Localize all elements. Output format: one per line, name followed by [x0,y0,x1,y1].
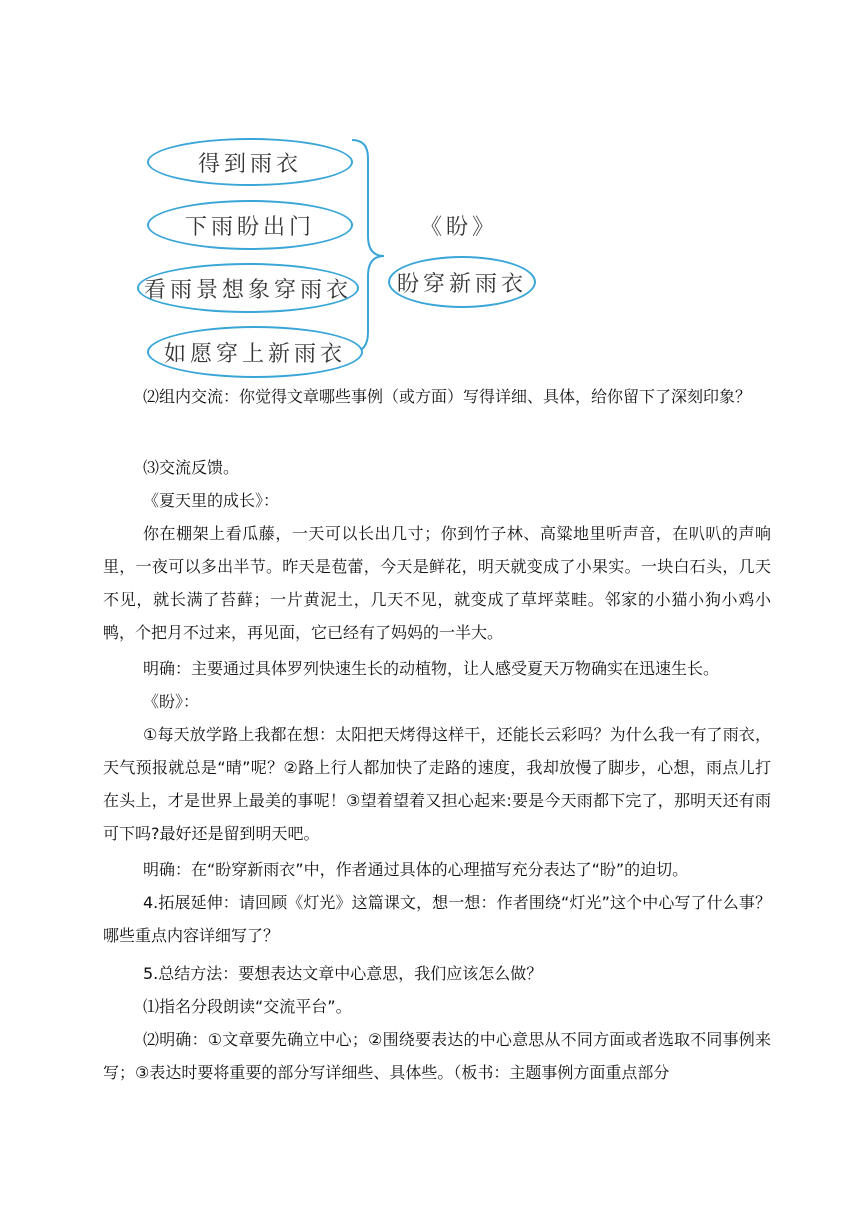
mind-map-diagram [0,0,860,380]
paragraph-8: 明确：在“盼穿新雨衣”中，作者通过具体的心理描写充分表达了“盼”的迫切。 [143,860,689,879]
paragraph-12: ⑵明确：①文章要先确立中心；②围绕要表达的中心意思从不同方面或者选取不同事例来写；③表达时要将重要的部分写详细些、具体些。（板书：主题事例方面重点部分 [103,1030,771,1082]
paragraph-11: ⑴指名分段朗读“交流平台”。 [143,997,352,1016]
paragraph-10: 5.总结方法：要想表达文章中心意思，我们应该怎么做？ [143,964,543,983]
diagram-item-3: 看雨景想象穿雨衣 [137,263,359,313]
paragraph-9: 4.拓展延伸：请回顾《灯光》这篇课文，想一想：作者围绕“灯光”这个中心写了什么事？哪些重点内容详细写了？ [103,893,771,945]
diagram-title: 《盼》 [420,215,499,240]
paragraph-6: 《盼》： [143,692,200,711]
diagram-item-4: 如愿穿上新雨衣 [147,326,363,378]
paragraph-3: 《夏天里的成长》： [143,491,280,510]
diagram-item-2: 下雨盼出门 [147,200,353,250]
brace-connector [0,0,860,380]
paragraph-4: 你在棚架上看瓜藤，一天可以长出几寸；你到竹子林、高粱地里听声音，在叭叭的声响里，一夜可以多出半节。昨天是苞蕾，今天是鲜花，明天就变成了小果实。一块白石头，几天不见，就长满了苔藓；一片黄泥土，几天不见，就变成了草坪菜畦。邻家的小猫小狗小鸡小鸭，个把月不过来，再见面，它已经有了妈妈的一半大。 [103,524,771,642]
paragraph-5: 明确：主要通过具体罗列快速生长的动植物，让人感受夏天万物确实在迅速生长。 [143,659,720,678]
paragraph-7: ①每天放学路上我都在想：太阳把天烤得这样干，还能长云彩吗？为什么我一有了雨衣，天气预报就总是“晴”呢？②路上行人都加快了走路的速度，我却放慢了脚步，心想，雨点儿打在头上，才是世界上最美的事呢！③望着望着又担心起来:要是今天雨都下完了，那明天还有雨可下吗?最好还是留到明天吧。 [103,725,771,843]
diagram-item-1: 得到雨衣 [147,138,353,186]
paragraph-2: ⑶交流反馈。 [143,458,240,477]
paragraph-1: ⑵组内交流：你觉得文章哪些事例（或方面）写得详细、具体，给你留下了深刻印象？ [143,387,752,406]
diagram-center: 盼穿新雨衣 [388,256,536,308]
